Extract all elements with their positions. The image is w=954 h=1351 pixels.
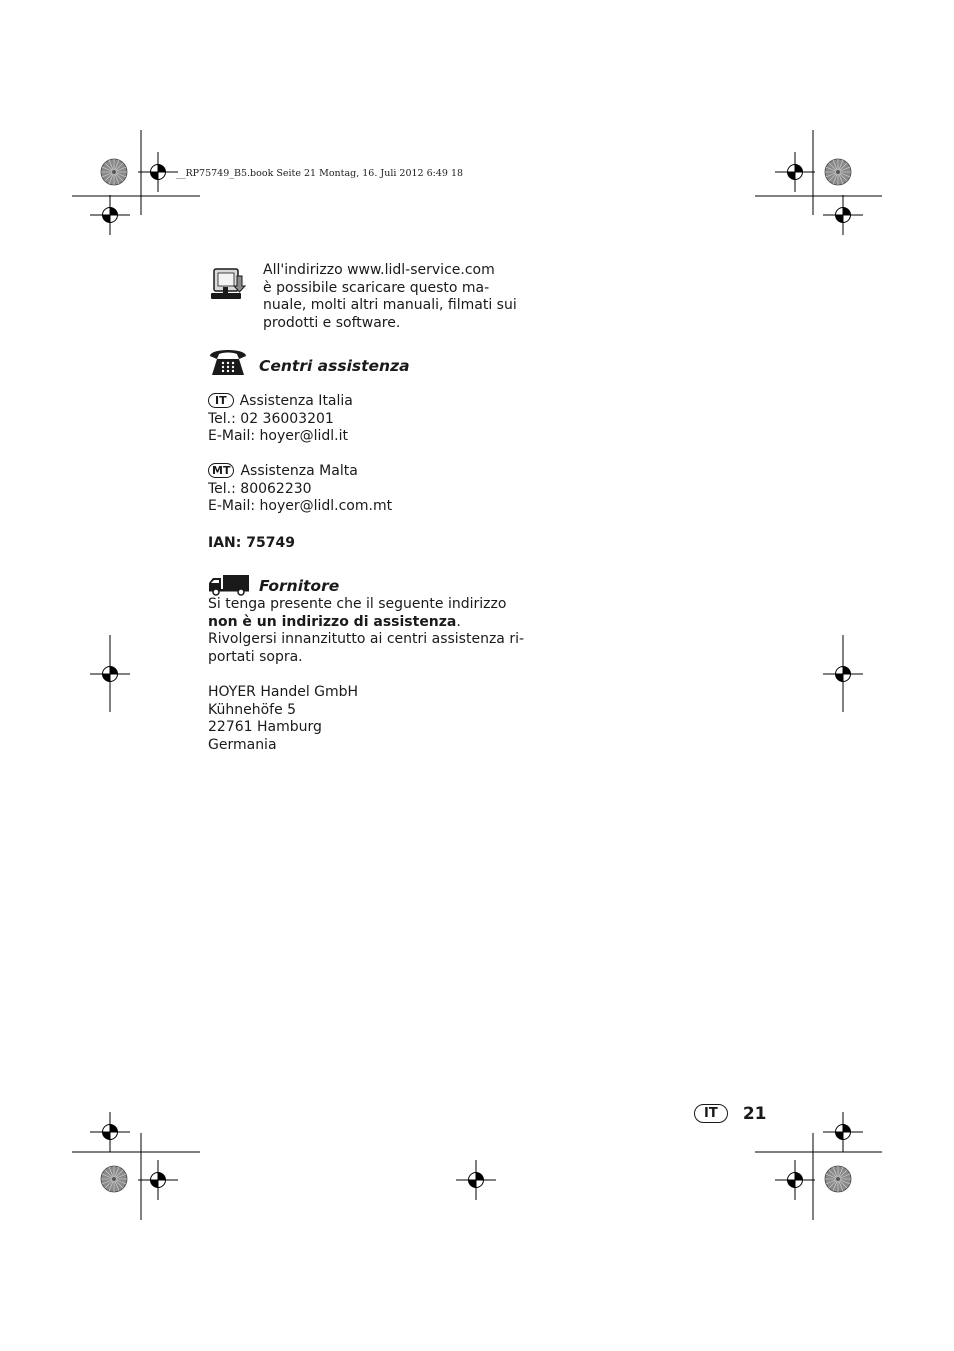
service-italy-block [208,393,353,446]
service-malta-tel: Tel.: 80062230 [208,480,312,497]
service-malta-name: Assistenza Malta [240,463,358,479]
ian-number: IAN: 75749 [208,535,295,551]
supplier-heading: Fornitore [259,577,340,595]
print-file-info: __RP75749_B5.book Seite 21 Montag, 16. Juli 2012 6:49 18 [176,168,464,179]
address-city: 22761 Hamburg [208,719,322,736]
service-italy-name: Assistenza Italia [239,393,353,409]
service-italy-email: E-Mail: hoyer@lidl.it [208,428,348,445]
supplier-note-line-4: portati sopra. [208,648,303,665]
download-line-4: prodotti e software. [263,314,401,331]
service-malta-block [208,463,392,516]
country-badge-mt: MT [208,463,234,478]
page-number: 21 [742,1104,767,1124]
supplier-address [208,684,358,754]
telephone-icon [208,345,248,377]
address-street: Kühnehöfe 5 [208,701,297,718]
address-country: Germania [208,736,277,753]
download-line-2: è possibile scaricare questo ma- [263,279,490,296]
supplier-note [208,596,524,666]
supplier-note-period: . [456,613,461,630]
supplier-note-line-1: Si tenga presente che il seguente indirizzo [208,596,507,612]
footer-lang-badge: IT [694,1104,728,1123]
service-italy-name-row [208,393,353,411]
country-badge-it: IT [208,393,234,408]
download-line-1: All'indirizzo www.lidl-service.com [263,262,495,278]
supplier-note-line-3: Rivolgersi innanzitutto ai centri assistenza ri- [208,631,525,648]
truck-icon [208,574,250,596]
address-company: HOYER Handel GmbH [208,684,359,700]
service-heading: Centri assistenza [259,357,410,375]
page-footer [694,1104,766,1124]
computer-download-icon [210,266,248,302]
download-line-3: nuale, molti altri manuali, filmati sui [263,297,517,314]
supplier-note-line-2 [208,614,524,632]
download-info-text [263,262,517,332]
service-malta-name-row [208,463,392,481]
service-malta-email: E-Mail: hoyer@lidl.com.mt [208,498,393,515]
service-italy-tel: Tel.: 02 36003201 [208,410,334,427]
supplier-note-bold: non è un indirizzo di assistenza [208,613,457,630]
